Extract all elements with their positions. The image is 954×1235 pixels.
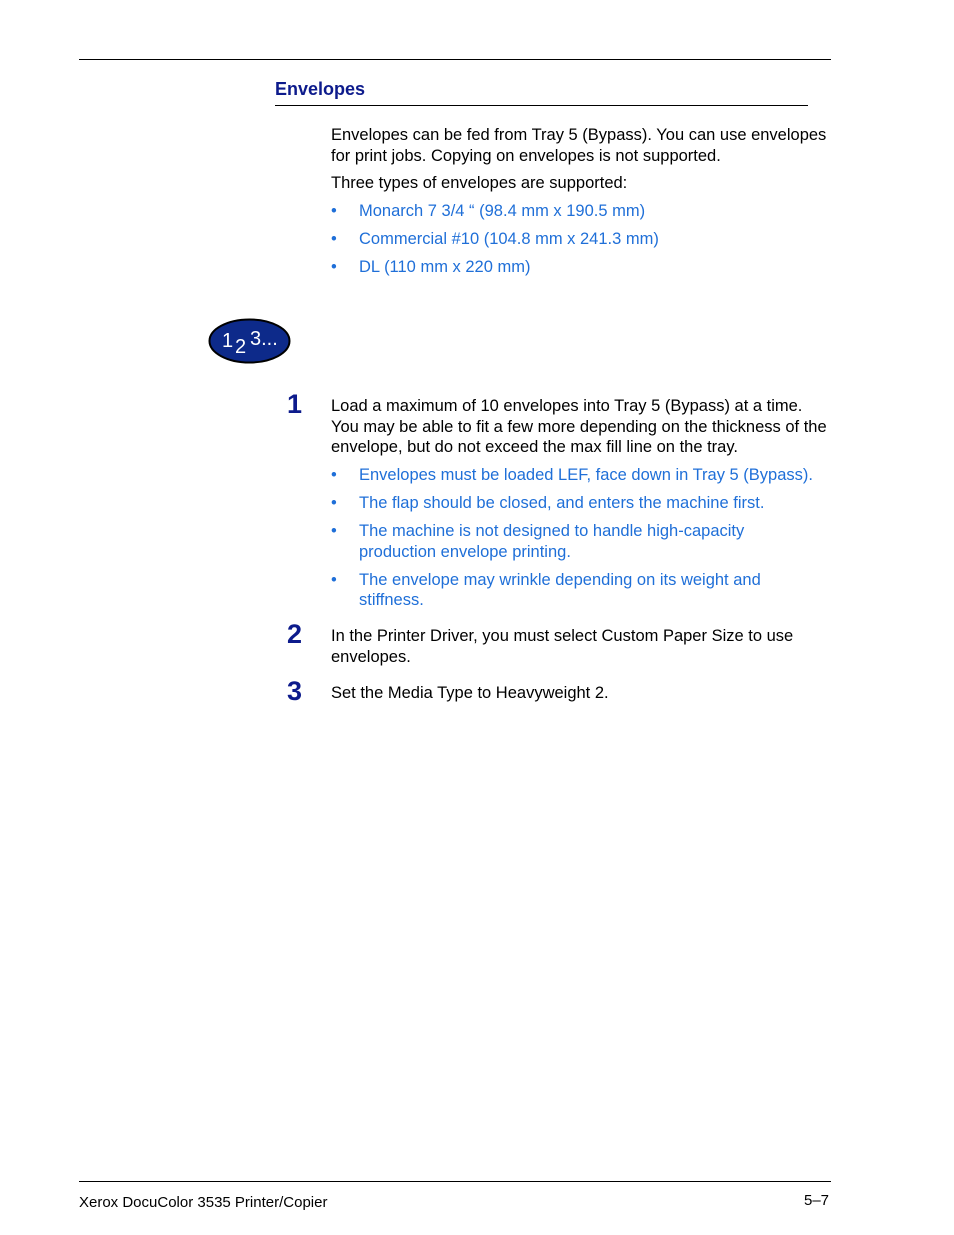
section-title-rule: [275, 105, 808, 106]
envelope-types-list: [331, 201, 831, 278]
list-item: • DL (110 mm x 220 mm): [331, 258, 531, 276]
step-number-2: 2: [287, 619, 303, 649]
list-item: • Commercial #10 (104.8 mm x 241.3 mm): [331, 230, 659, 248]
footer-rule: [79, 1181, 831, 1182]
list-item: • The envelope may wrinkle depending on its weight and stiffness.: [331, 570, 761, 609]
page-number: 5–7: [804, 1192, 830, 1209]
bullet-icon: •: [331, 258, 337, 276]
header-rule: [79, 59, 831, 60]
step-2-text: In the Printer Driver, you must select Custom Paper Size to use envelopes.: [331, 627, 794, 666]
list-item: • The flap should be closed, and enters the machine first.: [331, 494, 765, 512]
step-number-3: 3: [287, 676, 303, 706]
bullet-icon: •: [331, 230, 337, 248]
step-1-bullets: [331, 465, 831, 611]
steps-icon: [208, 318, 291, 364]
step-1-text: Load a maximum of 10 envelopes into Tray 5 (Bypass) at a time. You may be able to fit a few more depending on the thickness of the envelope, but do not exceed the max fill line on the tray.: [331, 397, 827, 456]
footer-product: Xerox DocuColor 3535 Printer/Copier: [79, 1194, 328, 1211]
list-item: • Envelopes must be loaded LEF, face down in Tray 5 (Bypass).: [331, 466, 813, 484]
bullet-icon: •: [331, 202, 337, 220]
step-number-1: 1: [287, 389, 303, 419]
step-3-text: Set the Media Type to Heavyweight 2.: [331, 684, 609, 702]
svg-text:3...: 3...: [250, 328, 278, 350]
section-title: Envelopes: [275, 79, 366, 99]
intro-paragraph: Envelopes can be fed from Tray 5 (Bypass). You can use envelopes for print jobs. Copying on envelopes is not supported.: [331, 126, 827, 165]
bullet-icon: •: [331, 570, 337, 589]
types-intro: Three types of envelopes are supported:: [331, 174, 628, 192]
list-item: • Monarch 7 3/4 “ (98.4 mm x 190.5 mm): [331, 202, 646, 220]
svg-text:1: 1: [222, 330, 234, 352]
bullet-icon: •: [331, 522, 337, 540]
bullet-icon: •: [331, 494, 337, 512]
list-item: • The machine is not designed to handle high-capacity production envelope printing.: [331, 522, 745, 561]
svg-text:2: 2: [235, 336, 247, 358]
bullet-icon: •: [331, 466, 337, 484]
